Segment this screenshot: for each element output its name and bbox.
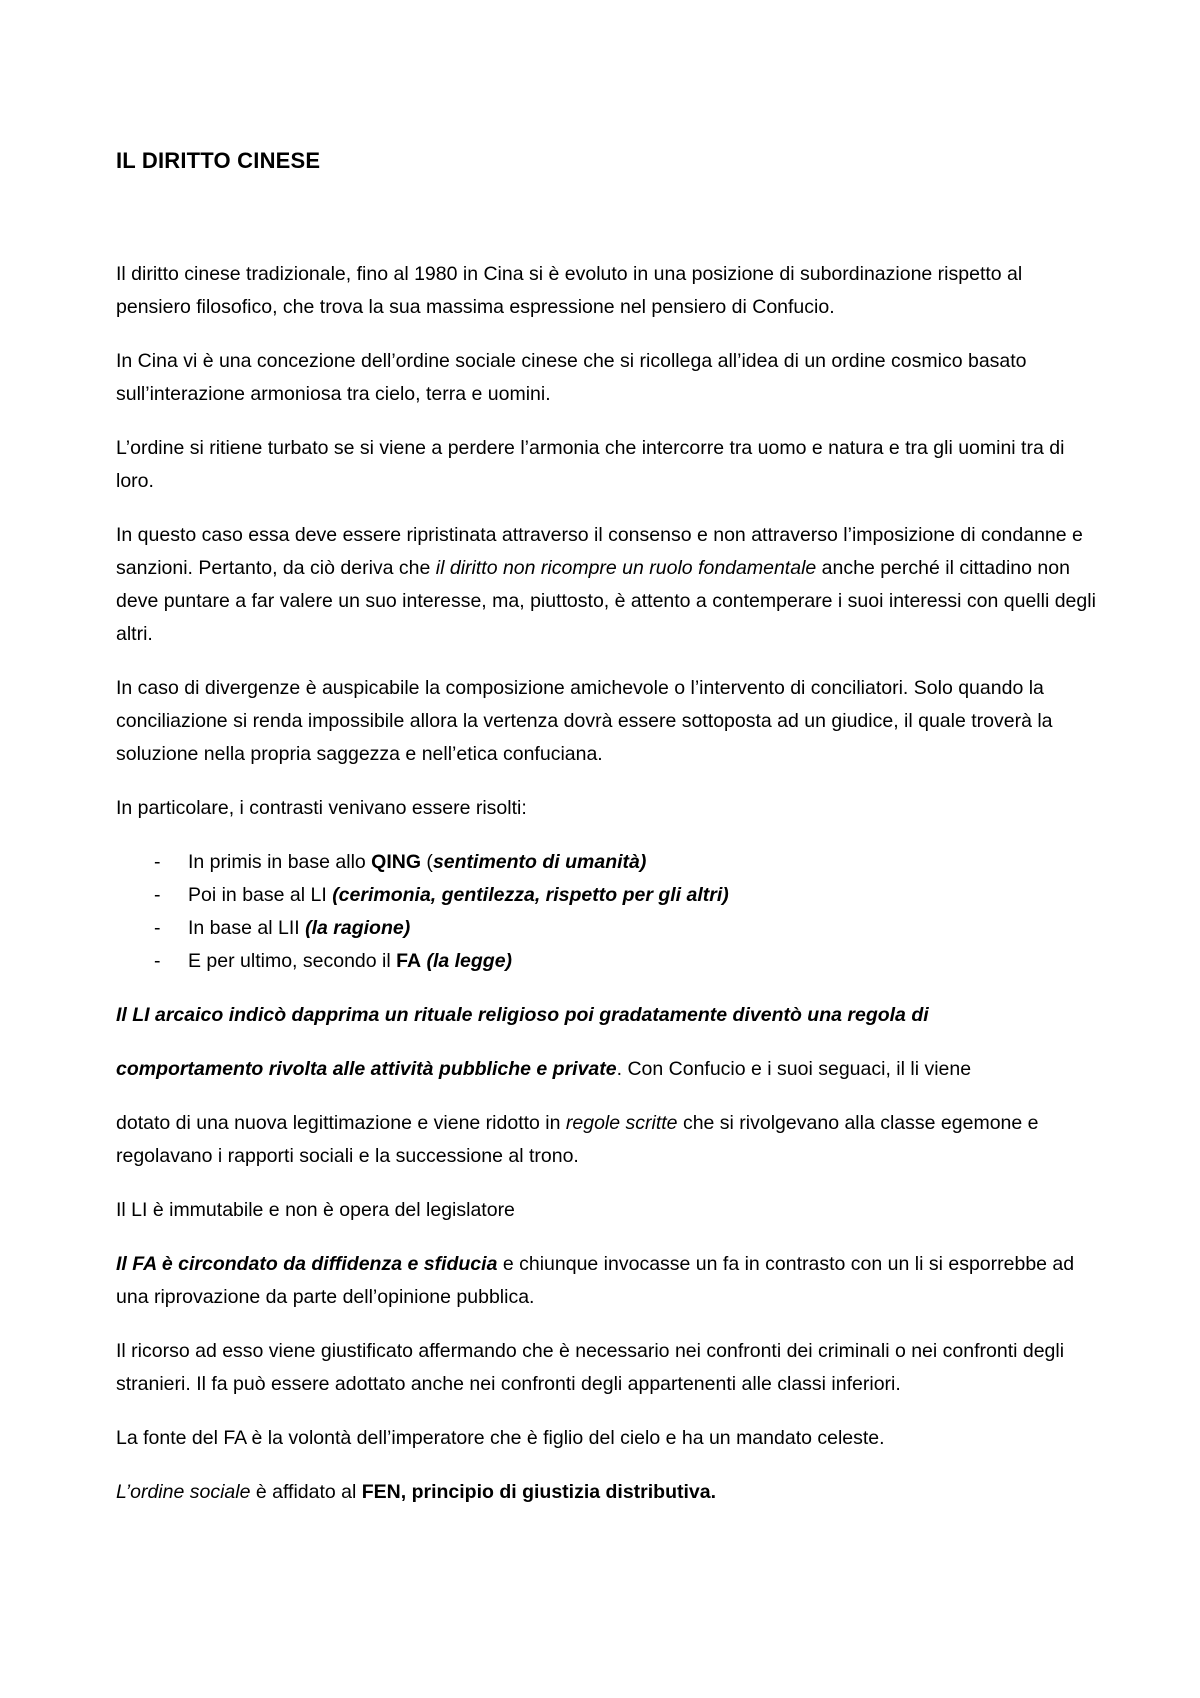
list-item-term: FA	[396, 950, 422, 972]
list-item	[116, 846, 1096, 879]
paragraph-4	[116, 519, 1096, 651]
paragraph-7-rest: . Con Confucio e i suoi seguaci, il li viene	[616, 1058, 972, 1080]
paragraph-13-bold: FEN, principio di giustizia distributiva.	[361, 1481, 717, 1503]
paragraph-5: In caso di divergenze è auspicabile la composizione amichevole o l’intervento di conciliatori. Solo quando la conciliazione si renda impossibile allora la vertenza dovrà essere sottoposta ad un giudice, il quale troverà la soluzione nella propria saggezza e nell’etica confuciana.	[116, 677, 1053, 765]
list-item-term: LI	[310, 884, 327, 906]
list-item	[116, 912, 1096, 945]
paragraph-6: In particolare, i contrasti venivano essere risolti:	[116, 797, 527, 819]
paragraph-8	[116, 1107, 1096, 1173]
list-item-prefix: E per ultimo, secondo il	[188, 950, 397, 972]
paragraph-13-mid: è affidato al	[250, 1481, 362, 1503]
paragraph-10-bold-italic: Il FA è circondato da diffidenza e sfiducia	[116, 1253, 498, 1275]
paragraph-13	[116, 1476, 1096, 1509]
document-title: IL DIRITTO CINESE	[116, 148, 321, 173]
paragraph-7-line-2	[116, 1053, 1096, 1086]
list-item-term: LII	[277, 917, 300, 939]
sources-list	[116, 846, 1096, 978]
paragraph-7-line-1: Il LI arcaico indicò dapprima un rituale religioso poi gradatamente diventò una regola di	[116, 1004, 929, 1026]
paragraph-3: L’ordine si ritiene turbato se si viene a perdere l’armonia che intercorre tra uomo e natura e tra gli uomini tra di loro.	[116, 437, 1065, 492]
paragraph-7-bold-italic: comportamento rivolta alle attività pubbliche e private	[116, 1058, 617, 1080]
list-item-gloss: sentimento di umanità)	[432, 851, 647, 873]
list-item-sep: (	[421, 851, 433, 873]
list-item	[116, 945, 1096, 978]
paragraph-9: Il LI è immutabile e non è opera del legislatore	[116, 1199, 515, 1221]
list-dash: -	[154, 884, 161, 906]
paragraph-11: Il ricorso ad esso viene giustificato affermando che è necessario nei confronti dei criminali o nei confronti degli stranieri. Il fa può essere adottato anche nei confronti degli appartenenti alle classi inferiori.	[116, 1340, 1065, 1395]
paragraph-13-italic: L’ordine sociale	[116, 1481, 251, 1503]
list-item-prefix: In base al	[188, 917, 278, 939]
list-item-prefix: Poi in base al	[188, 884, 311, 906]
document-body	[116, 258, 1096, 1530]
paragraph-4-italic: il diritto non ricompre un ruolo fondamentale	[435, 557, 817, 579]
paragraph-4-text-b: anche perché il cittadino non deve puntare a far valere un suo interesse, ma, piuttosto, è attento a contemperare i suoi interessi con quelli degli altri.	[116, 557, 1096, 645]
list-item-prefix: In primis in base allo	[188, 851, 372, 873]
paragraph-4-text-a: In questo caso essa deve essere ripristinata attraverso il consenso e non attraverso l’imposizione di condanne e sanzioni. Pertanto, da ciò deriva che	[116, 524, 1083, 579]
paragraph-8-text-b: che si rivolgevano alla classe egemone e regolavano i rapporti sociali e la successione al trono.	[116, 1112, 1039, 1167]
paragraph-2: In Cina vi è una concezione dell’ordine sociale cinese che si ricollega all’idea di un ordine cosmico basato sull’interazione armoniosa tra cielo, terra e uomini.	[116, 350, 1027, 405]
paragraph-8-italic: regole scritte	[565, 1112, 678, 1134]
list-item-gloss: (la legge)	[426, 950, 513, 972]
paragraph-10	[116, 1248, 1096, 1314]
paragraph-12: La fonte del FA è la volontà dell’imperatore che è figlio del cielo e ha un mandato celeste.	[116, 1427, 885, 1449]
list-item	[116, 879, 1096, 912]
paragraph-1: Il diritto cinese tradizionale, fino al 1980 in Cina si è evoluto in una posizione di subordinazione rispetto al pensiero filosofico, che trova la sua massima espressione nel pensiero di Confucio.	[116, 263, 1023, 318]
list-dash: -	[154, 917, 161, 939]
paragraph-10-rest: e chiunque invocasse un fa in contrasto con un li si esporrebbe ad una riprovazione da parte dell’opinione pubblica.	[116, 1253, 1075, 1308]
list-item-gloss: (la ragione)	[305, 917, 411, 939]
list-item-gloss: (cerimonia, gentilezza, rispetto per gli altri)	[332, 884, 729, 906]
list-dash: -	[154, 950, 161, 972]
paragraph-8-text-a: dotato di una nuova legittimazione e viene ridotto in	[116, 1112, 566, 1134]
list-item-term: QING	[371, 851, 422, 873]
list-dash: -	[154, 851, 161, 873]
